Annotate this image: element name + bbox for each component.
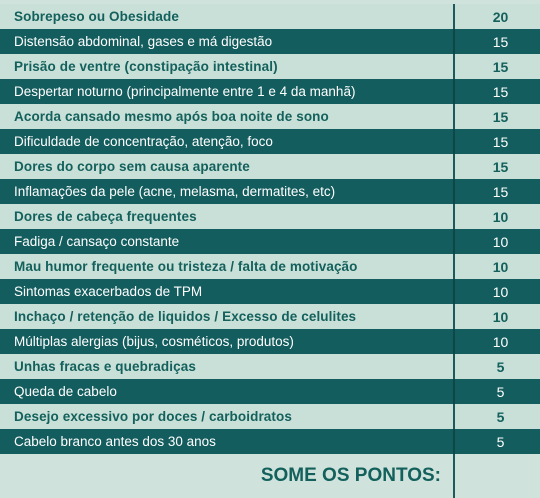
symptom-label: Unhas fracas e quebradiças: [14, 359, 196, 374]
table-row: [0, 229, 540, 254]
symptom-score: 10: [453, 279, 540, 304]
table-row: [0, 104, 540, 129]
symptom-label: Dores de cabeça frequentes: [14, 209, 197, 224]
symptom-score: 10: [453, 304, 540, 329]
table-row: [0, 79, 540, 104]
symptom-label: Desejo excessivo por doces / carboidratos: [14, 409, 292, 424]
symptom-score: 15: [453, 104, 540, 129]
symptom-score: 10: [453, 254, 540, 279]
table-row: [0, 179, 540, 204]
symptom-score: 15: [453, 29, 540, 54]
table-row: [0, 4, 540, 29]
table-row: [0, 29, 540, 54]
symptom-label: Inchaço / retenção de liquidos / Excesso de celulites: [14, 309, 357, 324]
table-row: [0, 304, 540, 329]
symptom-label: Queda de cabelo: [14, 384, 117, 399]
symptom-label: Despertar noturno (principalmente entre 1 e 4 da manhã): [14, 84, 356, 99]
symptom-score: 10: [453, 229, 540, 254]
symptom-score: 15: [453, 129, 540, 154]
table-row: [0, 354, 540, 379]
symptom-label: Distensão abdominal, gases e má digestão: [14, 34, 273, 49]
symptom-score: 20: [453, 4, 540, 29]
table-row: [0, 129, 540, 154]
total-label: SOME OS PONTOS:: [260, 465, 441, 486]
symptom-score: 10: [453, 329, 540, 354]
table-row: [0, 429, 540, 454]
symptom-score: 10: [453, 204, 540, 229]
symptom-label: Múltiplas alergias (bijus, cosméticos, produtos): [14, 334, 294, 349]
table-row: [0, 379, 540, 404]
table-row: [0, 54, 540, 79]
symptom-score: 5: [453, 429, 540, 454]
symptom-label: Acorda cansado mesmo após boa noite de sono: [14, 109, 329, 124]
table-row: [0, 279, 540, 304]
symptom-label: Sobrepeso ou Obesidade: [14, 9, 179, 24]
table-row: [0, 204, 540, 229]
symptom-label: Mau humor frequente ou tristeza / falta de motivação: [14, 259, 358, 274]
table-row: [0, 254, 540, 279]
table-row: [0, 329, 540, 354]
symptom-score: 5: [453, 404, 540, 429]
symptom-label: Sintomas exacerbados de TPM: [14, 284, 203, 299]
total-row: [0, 454, 540, 498]
symptom-label: Inflamações da pele (acne, melasma, dermatites, etc): [14, 184, 336, 199]
symptom-label: Cabelo branco antes dos 30 anos: [14, 434, 216, 449]
symptom-score: 15: [453, 154, 540, 179]
table-row: [0, 154, 540, 179]
symptom-score: 5: [453, 354, 540, 379]
table-row: [0, 404, 540, 429]
symptom-label: Prisão de ventre (constipação intestinal): [14, 59, 278, 74]
symptom-score: 15: [453, 79, 540, 104]
symptom-score: 15: [453, 179, 540, 204]
symptom-score: 15: [453, 54, 540, 79]
symptom-label: Fadiga / cansaço constante: [14, 234, 180, 249]
total-score-field: [453, 454, 540, 498]
symptom-score: 5: [453, 379, 540, 404]
symptom-label: Dores do corpo sem causa aparente: [14, 159, 250, 174]
symptom-label: Dificuldade de concentração, atenção, foco: [14, 134, 273, 149]
